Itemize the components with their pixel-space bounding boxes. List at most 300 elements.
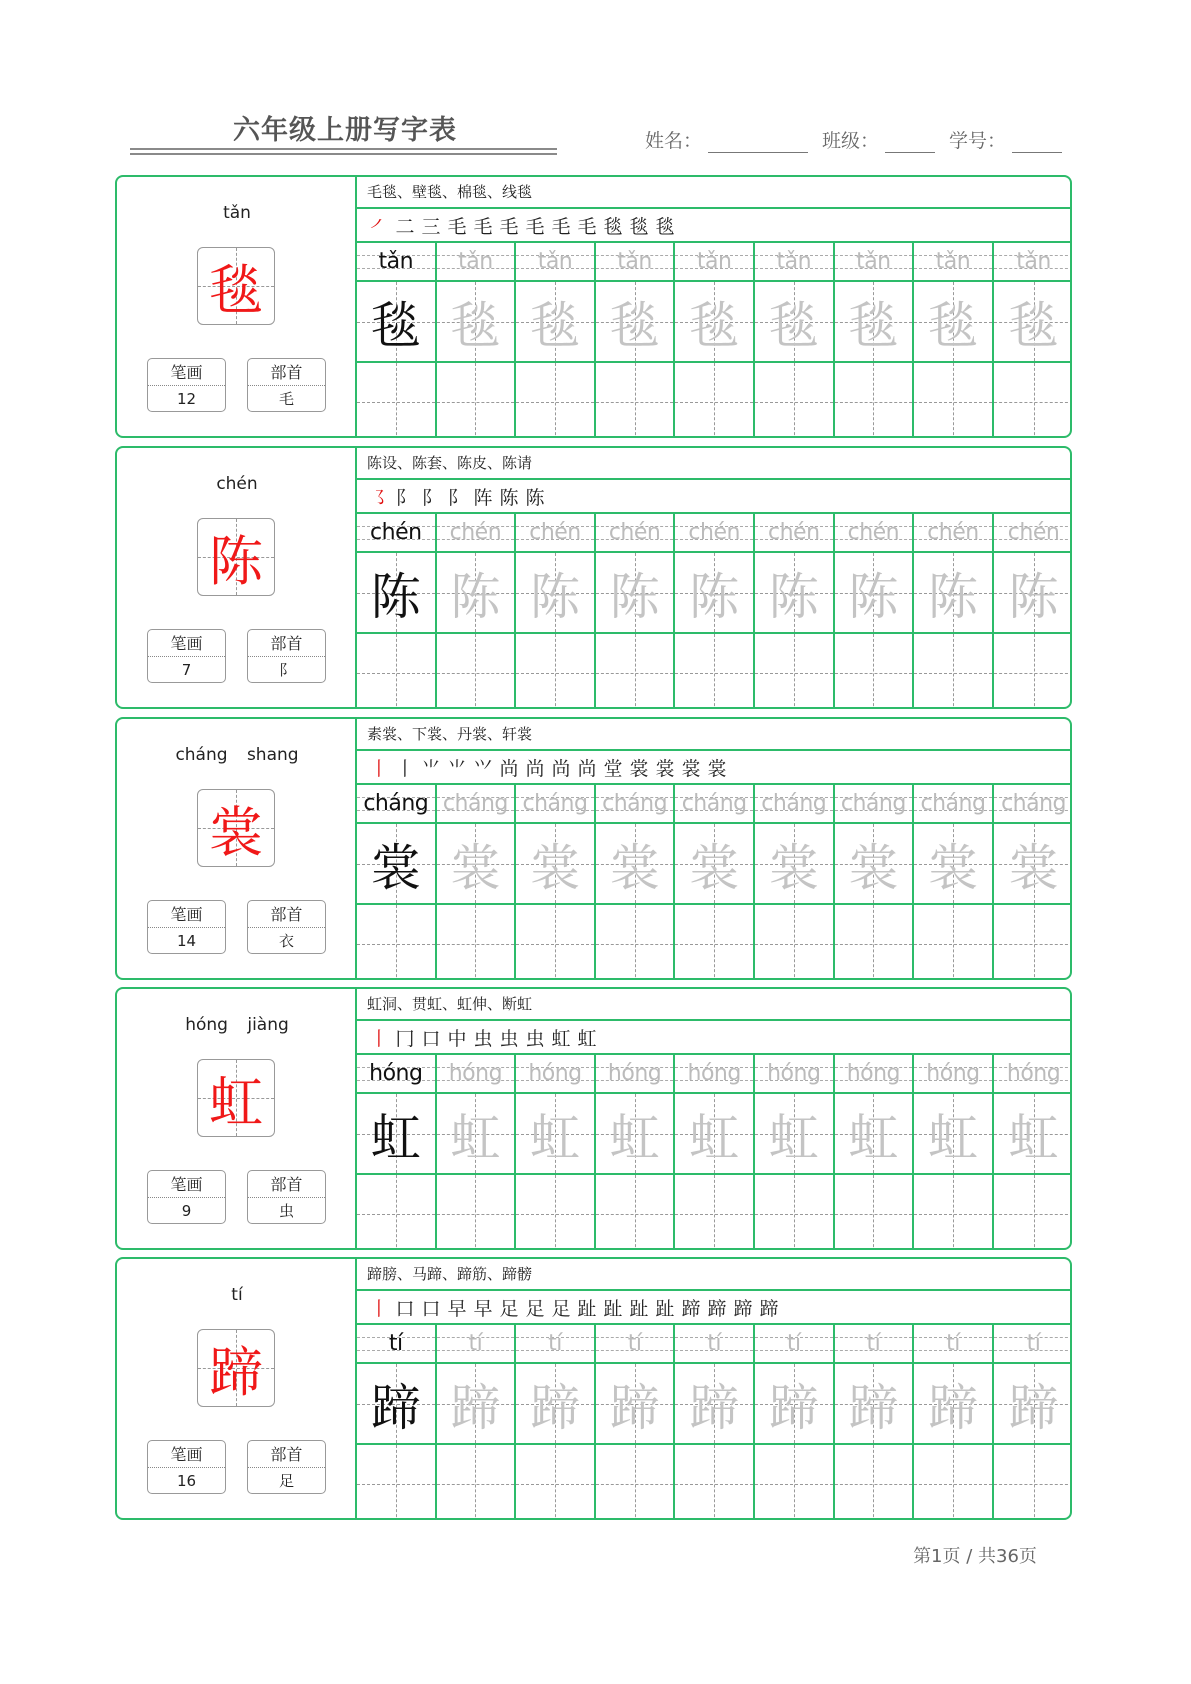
- practice-cell[interactable]: [914, 363, 994, 438]
- pinyin-text: tǎn: [856, 249, 891, 274]
- stroke-step: 虹: [577, 1027, 597, 1050]
- character-display: 陈: [209, 529, 263, 593]
- pinyin-text: tǎn: [617, 249, 652, 274]
- example-words: 陈设、陈套、陈皮、陈请: [357, 448, 1070, 480]
- pinyin-trace-cell[interactable]: [596, 1325, 676, 1362]
- stroke-count-label: 笔画: [148, 630, 225, 657]
- character-text: 毯: [609, 296, 660, 355]
- character-card: [115, 175, 1072, 438]
- stroke-count-box: [147, 900, 226, 954]
- stroke-step: 堂: [603, 757, 623, 780]
- pinyin-trace-cell[interactable]: [675, 243, 755, 280]
- practice-panel: [357, 989, 1070, 1248]
- practice-cell[interactable]: [755, 1445, 835, 1520]
- character-model-cell[interactable]: [357, 282, 437, 361]
- writing-grid: [357, 1055, 1070, 1248]
- pinyin-trace-cell[interactable]: [675, 1325, 755, 1362]
- pinyin-text: tí: [468, 1331, 483, 1356]
- radical-value: 虫: [278, 1202, 294, 1220]
- character-display-box: [197, 789, 275, 867]
- character-text: 陈: [529, 567, 580, 626]
- name-field[interactable]: [645, 126, 808, 153]
- practice-cell[interactable]: [357, 634, 437, 709]
- character-trace-cell[interactable]: [437, 1094, 517, 1173]
- practice-cell[interactable]: [357, 905, 437, 980]
- page-indicator: 第1页 / 共36页: [913, 1546, 1037, 1567]
- title-underline: [130, 153, 557, 155]
- practice-cell[interactable]: [516, 905, 596, 980]
- practice-cell[interactable]: [357, 1175, 437, 1250]
- pinyin-row: [357, 243, 1070, 282]
- pinyin-text: hóng: [767, 1061, 821, 1086]
- stroke-step: 趾: [577, 1297, 597, 1320]
- radical-box: [247, 900, 326, 954]
- stroke-step: 裳: [655, 757, 675, 780]
- character-text: 裳: [450, 838, 501, 897]
- character-text: 裳: [768, 838, 819, 897]
- stroke-step: 口: [395, 1297, 415, 1320]
- pinyin-text: chén: [1007, 520, 1060, 545]
- character-card: [115, 1257, 1072, 1520]
- radical-value: 足: [278, 1472, 294, 1490]
- character-trace-cell[interactable]: [437, 282, 517, 361]
- character-model-cell[interactable]: [357, 1364, 437, 1443]
- character-model-cell[interactable]: [357, 553, 437, 632]
- character-text: 毯: [370, 296, 421, 355]
- stroke-step: 裳: [707, 757, 727, 780]
- stroke-step: 二: [395, 215, 415, 238]
- practice-cell[interactable]: [755, 634, 835, 709]
- stroke-step: 丨: [395, 757, 415, 780]
- practice-cell[interactable]: [994, 905, 1072, 980]
- pinyin-trace-cell[interactable]: [675, 1055, 755, 1092]
- pinyin-trace-cell[interactable]: [755, 514, 835, 551]
- practice-cell[interactable]: [914, 1445, 994, 1520]
- example-words: 素裳、下裳、丹裳、轩裳: [357, 719, 1070, 751]
- pinyin-text: chén: [449, 520, 502, 545]
- character-text: 裳: [848, 838, 899, 897]
- class-label: 班级：: [822, 130, 880, 152]
- pinyin-trace-cell[interactable]: [596, 1055, 676, 1092]
- character-trace-cell[interactable]: [437, 1364, 517, 1443]
- character-trace-cell[interactable]: [835, 553, 915, 632]
- stroke-step: 毛: [525, 215, 545, 238]
- stroke-step: 虫: [525, 1027, 545, 1050]
- character-pinyin: chén: [216, 474, 258, 494]
- character-text: 陈: [689, 567, 740, 626]
- stroke-step: 三: [421, 215, 441, 238]
- practice-cell[interactable]: [835, 634, 915, 709]
- character-text: 毯: [768, 296, 819, 355]
- student-info: [645, 126, 1076, 153]
- pinyin-model-cell[interactable]: [357, 785, 437, 822]
- pinyin-text: tǎn: [1016, 249, 1051, 274]
- student-number-field[interactable]: [949, 126, 1062, 153]
- practice-cell[interactable]: [437, 905, 517, 980]
- character-trace-cell[interactable]: [596, 553, 676, 632]
- stroke-step: 足: [499, 1297, 519, 1320]
- character-text: 蹄: [927, 1378, 978, 1437]
- character-display: 虹: [209, 1070, 263, 1134]
- character-pinyin: tí: [231, 1285, 243, 1305]
- practice-cell[interactable]: [675, 1175, 755, 1250]
- pinyin-trace-cell[interactable]: [835, 243, 915, 280]
- radical-label: 部首: [248, 1441, 325, 1468]
- pinyin-trace-cell[interactable]: [755, 785, 835, 822]
- character-info-panel: [117, 448, 357, 707]
- stroke-step: 陈: [525, 486, 545, 509]
- stroke-step: 早: [447, 1297, 467, 1320]
- pinyin-trace-cell[interactable]: [994, 785, 1072, 822]
- stroke-order-row: [357, 1021, 1070, 1055]
- practice-cell[interactable]: [437, 1175, 517, 1250]
- character-trace-cell[interactable]: [596, 1094, 676, 1173]
- practice-cell[interactable]: [994, 1445, 1072, 1520]
- character-text: 毯: [927, 296, 978, 355]
- character-text: 陈: [370, 567, 421, 626]
- stroke-count-value: 7: [181, 661, 192, 679]
- practice-cell[interactable]: [835, 363, 915, 438]
- stroke-step: 虫: [473, 1027, 493, 1050]
- practice-cell[interactable]: [596, 1175, 676, 1250]
- stroke-step: 蹄: [707, 1297, 727, 1320]
- stroke-step: 毛: [551, 215, 571, 238]
- character-trace-cell[interactable]: [516, 1364, 596, 1443]
- stroke-step: 口: [421, 1297, 441, 1320]
- pinyin-trace-cell[interactable]: [994, 1055, 1072, 1092]
- stroke-count-box: [147, 1170, 226, 1224]
- pinyin-trace-cell[interactable]: [596, 785, 676, 822]
- stroke-step: 阝: [421, 486, 441, 509]
- stroke-order-row: [357, 480, 1070, 514]
- character-model-cell[interactable]: [357, 824, 437, 903]
- practice-panel: [357, 1259, 1070, 1518]
- character-trace-cell[interactable]: [755, 1094, 835, 1173]
- character-card: [115, 446, 1072, 709]
- practice-cell[interactable]: [675, 1445, 755, 1520]
- practice-cell[interactable]: [675, 905, 755, 980]
- practice-cell[interactable]: [516, 363, 596, 438]
- stroke-order-row: [357, 1291, 1070, 1325]
- practice-cell[interactable]: [755, 905, 835, 980]
- character-text: 蹄: [768, 1378, 819, 1437]
- pinyin-trace-cell[interactable]: [437, 243, 517, 280]
- character-text: 陈: [1008, 567, 1059, 626]
- practice-cell[interactable]: [675, 634, 755, 709]
- stroke-step: ㇌: [369, 486, 389, 509]
- character-text: 毯: [848, 296, 899, 355]
- pinyin-trace-cell[interactable]: [596, 243, 676, 280]
- character-text: 裳: [689, 838, 740, 897]
- pinyin-trace-cell[interactable]: [914, 1055, 994, 1092]
- pinyin-text: cháng: [840, 791, 906, 816]
- character-trace-cell[interactable]: [994, 1094, 1072, 1173]
- stroke-step: 中: [447, 1027, 467, 1050]
- pinyin-trace-cell[interactable]: [437, 1325, 517, 1362]
- pinyin-trace-cell[interactable]: [914, 243, 994, 280]
- character-text: 虹: [848, 1108, 899, 1167]
- character-trace-cell[interactable]: [994, 553, 1072, 632]
- stroke-step: 尚: [499, 757, 519, 780]
- character-display-box: [197, 1059, 275, 1137]
- character-trace-cell[interactable]: [835, 824, 915, 903]
- character-info-panel: [117, 177, 357, 436]
- stroke-step: 裳: [681, 757, 701, 780]
- pinyin-trace-cell[interactable]: [835, 1055, 915, 1092]
- practice-cell[interactable]: [516, 634, 596, 709]
- practice-cell[interactable]: [516, 1175, 596, 1250]
- character-trace-cell[interactable]: [835, 282, 915, 361]
- character-trace-cell[interactable]: [437, 553, 517, 632]
- stroke-step: ⺍: [473, 757, 493, 780]
- practice-cell[interactable]: [914, 905, 994, 980]
- character-text: 蹄: [689, 1378, 740, 1437]
- character-row: [357, 282, 1070, 363]
- practice-cell[interactable]: [516, 1445, 596, 1520]
- stroke-step: 尚: [577, 757, 597, 780]
- practice-cell[interactable]: [675, 363, 755, 438]
- character-row: [357, 553, 1070, 634]
- pinyin-trace-cell[interactable]: [437, 514, 517, 551]
- stroke-step: 早: [473, 1297, 493, 1320]
- pinyin-text: tí: [946, 1331, 960, 1356]
- stroke-count-label: 笔画: [148, 901, 225, 928]
- practice-cell[interactable]: [994, 363, 1072, 438]
- character-trace-cell[interactable]: [914, 553, 994, 632]
- writing-grid: [357, 785, 1070, 978]
- pinyin-model-cell[interactable]: [357, 514, 437, 551]
- pinyin-row: [357, 1055, 1070, 1094]
- character-text: 裳: [927, 838, 978, 897]
- pinyin-trace-cell[interactable]: [437, 785, 517, 822]
- pinyin-trace-cell[interactable]: [994, 514, 1072, 551]
- practice-cell[interactable]: [755, 363, 835, 438]
- practice-cell[interactable]: [437, 363, 517, 438]
- character-trace-cell[interactable]: [596, 1364, 676, 1443]
- pinyin-trace-cell[interactable]: [835, 1325, 915, 1362]
- pinyin-model-cell[interactable]: [357, 243, 437, 280]
- pinyin-trace-cell[interactable]: [516, 1325, 596, 1362]
- stroke-count-box: [147, 629, 226, 683]
- writing-grid: [357, 1325, 1070, 1518]
- radical-box: [247, 1170, 326, 1224]
- name-input-line[interactable]: [708, 132, 808, 153]
- stroke-count-value: 9: [181, 1202, 192, 1220]
- character-text: 蹄: [848, 1378, 899, 1437]
- practice-cell[interactable]: [994, 634, 1072, 709]
- pinyin-trace-cell[interactable]: [516, 1055, 596, 1092]
- character-trace-cell[interactable]: [835, 1094, 915, 1173]
- radical-label: 部首: [248, 359, 325, 386]
- pinyin-text: hóng: [369, 1061, 423, 1086]
- character-text: 毯: [1008, 296, 1059, 355]
- character-trace-cell[interactable]: [596, 824, 676, 903]
- stroke-step: 阵: [473, 486, 493, 509]
- character-trace-cell[interactable]: [516, 282, 596, 361]
- character-text: 裳: [370, 838, 421, 897]
- character-display-box: [197, 247, 275, 325]
- pinyin-text: chén: [370, 520, 422, 545]
- pinyin-model-cell[interactable]: [357, 1055, 437, 1092]
- pinyin-text: cháng: [1001, 791, 1067, 816]
- practice-cell[interactable]: [357, 363, 437, 438]
- character-trace-cell[interactable]: [914, 824, 994, 903]
- pinyin-model-cell[interactable]: [357, 1325, 437, 1362]
- pinyin-trace-cell[interactable]: [675, 514, 755, 551]
- character-text: 陈: [927, 567, 978, 626]
- character-trace-cell[interactable]: [994, 824, 1072, 903]
- character-trace-cell[interactable]: [755, 282, 835, 361]
- character-text: 虹: [689, 1108, 740, 1167]
- character-text: 蹄: [370, 1378, 421, 1437]
- pinyin-trace-cell[interactable]: [914, 1325, 994, 1362]
- pinyin-trace-cell[interactable]: [516, 785, 596, 822]
- pinyin-text: cháng: [442, 791, 508, 816]
- pinyin-text: tǎn: [696, 249, 732, 274]
- pinyin-text: cháng: [602, 791, 668, 816]
- pinyin-trace-cell[interactable]: [835, 514, 915, 551]
- pinyin-trace-cell[interactable]: [755, 1325, 835, 1362]
- character-display-box: [197, 518, 275, 596]
- character-text: 蹄: [609, 1378, 660, 1437]
- practice-cell[interactable]: [596, 905, 676, 980]
- stroke-count-value: 16: [176, 1472, 197, 1490]
- stroke-step: 趾: [603, 1297, 623, 1320]
- practice-cell[interactable]: [596, 363, 676, 438]
- practice-cell[interactable]: [437, 634, 517, 709]
- character-trace-cell[interactable]: [516, 824, 596, 903]
- character-trace-cell[interactable]: [437, 824, 517, 903]
- stroke-step: ⺌: [447, 757, 467, 780]
- pinyin-text: tí: [548, 1331, 562, 1356]
- pinyin-text: tǎn: [378, 249, 414, 274]
- practice-cell[interactable]: [835, 1175, 915, 1250]
- pinyin-trace-cell[interactable]: [437, 1055, 517, 1092]
- stroke-count-label: 笔画: [148, 1171, 225, 1198]
- practice-cell[interactable]: [994, 1175, 1072, 1250]
- pinyin-trace-cell[interactable]: [994, 243, 1072, 280]
- practice-cell[interactable]: [835, 905, 915, 980]
- student-number-label: 学号：: [949, 130, 1007, 152]
- page-title: 六年级上册写字表: [233, 115, 457, 146]
- character-trace-cell[interactable]: [835, 1364, 915, 1443]
- character-trace-cell[interactable]: [755, 824, 835, 903]
- radical-value: 衣: [278, 932, 294, 950]
- stroke-step: 丨: [369, 757, 389, 780]
- pinyin-trace-cell[interactable]: [914, 785, 994, 822]
- pinyin-trace-cell[interactable]: [755, 243, 835, 280]
- practice-panel: [357, 177, 1070, 436]
- character-info-panel: [117, 1259, 357, 1518]
- example-words: 虹洞、贯虹、虹伸、断虹: [357, 989, 1070, 1021]
- practice-cell[interactable]: [914, 1175, 994, 1250]
- character-trace-cell[interactable]: [675, 282, 755, 361]
- pinyin-trace-cell[interactable]: [596, 514, 676, 551]
- writing-grid: [357, 514, 1070, 707]
- pinyin-trace-cell[interactable]: [994, 1325, 1072, 1362]
- character-text: 毯: [450, 296, 501, 355]
- stroke-step: 趾: [629, 1297, 649, 1320]
- pinyin-text: chén: [927, 520, 979, 545]
- character-display: 蹄: [209, 1340, 263, 1404]
- pinyin-trace-cell[interactable]: [675, 785, 755, 822]
- character-model-cell[interactable]: [357, 1094, 437, 1173]
- pinyin-text: cháng: [920, 791, 986, 816]
- character-trace-cell[interactable]: [914, 1094, 994, 1173]
- radical-box: [247, 629, 326, 683]
- character-trace-cell[interactable]: [675, 1364, 755, 1443]
- pinyin-row: [357, 785, 1070, 824]
- radical-label: 部首: [248, 1171, 325, 1198]
- character-text: 裳: [1008, 838, 1059, 897]
- stroke-step: 虹: [551, 1027, 571, 1050]
- character-trace-cell[interactable]: [994, 282, 1072, 361]
- character-card: [115, 987, 1072, 1250]
- pinyin-trace-cell[interactable]: [914, 514, 994, 551]
- character-trace-cell[interactable]: [914, 282, 994, 361]
- pinyin-text: hóng: [528, 1061, 582, 1086]
- pinyin-row: [357, 514, 1070, 553]
- character-trace-cell[interactable]: [914, 1364, 994, 1443]
- character-trace-cell[interactable]: [994, 1364, 1072, 1443]
- character-trace-cell[interactable]: [755, 553, 835, 632]
- pinyin-text: cháng: [681, 791, 747, 816]
- character-trace-cell[interactable]: [516, 1094, 596, 1173]
- character-trace-cell[interactable]: [675, 824, 755, 903]
- character-text: 虹: [1008, 1108, 1059, 1167]
- pinyin-text: tǎn: [537, 249, 573, 274]
- character-trace-cell[interactable]: [675, 1094, 755, 1173]
- stroke-step: 足: [551, 1297, 571, 1320]
- practice-panel: [357, 448, 1070, 707]
- student-number-input-line[interactable]: [1012, 132, 1062, 153]
- pinyin-text: chén: [768, 520, 820, 545]
- pinyin-text: tǎn: [458, 249, 493, 274]
- character-card: [115, 717, 1072, 980]
- stroke-step: 蹄: [759, 1297, 779, 1320]
- practice-cell[interactable]: [437, 1445, 517, 1520]
- pinyin-text: chén: [529, 520, 581, 545]
- pinyin-text: hóng: [846, 1061, 901, 1086]
- pinyin-text: hóng: [1006, 1061, 1061, 1086]
- practice-cell[interactable]: [755, 1175, 835, 1250]
- stroke-count-value: 12: [176, 390, 197, 408]
- stroke-step: 毯: [629, 215, 649, 238]
- class-input-line[interactable]: [885, 132, 935, 153]
- character-trace-cell[interactable]: [516, 553, 596, 632]
- practice-cell[interactable]: [596, 634, 676, 709]
- character-info-panel: [117, 719, 357, 978]
- practice-cell[interactable]: [596, 1445, 676, 1520]
- character-trace-cell[interactable]: [755, 1364, 835, 1443]
- character-trace-cell[interactable]: [596, 282, 676, 361]
- character-row: [357, 1094, 1070, 1175]
- pinyin-trace-cell[interactable]: [516, 514, 596, 551]
- pinyin-trace-cell[interactable]: [516, 243, 596, 280]
- stroke-step: 丨: [369, 1027, 389, 1050]
- class-field[interactable]: [822, 126, 935, 153]
- stroke-step: 蹄: [733, 1297, 753, 1320]
- pinyin-trace-cell[interactable]: [755, 1055, 835, 1092]
- practice-cell[interactable]: [914, 634, 994, 709]
- character-text: 蹄: [450, 1378, 501, 1437]
- character-trace-cell[interactable]: [675, 553, 755, 632]
- practice-cell[interactable]: [835, 1445, 915, 1520]
- practice-cell[interactable]: [357, 1445, 437, 1520]
- stroke-step: 趾: [655, 1297, 675, 1320]
- stroke-step: 尚: [525, 757, 545, 780]
- pinyin-trace-cell[interactable]: [835, 785, 915, 822]
